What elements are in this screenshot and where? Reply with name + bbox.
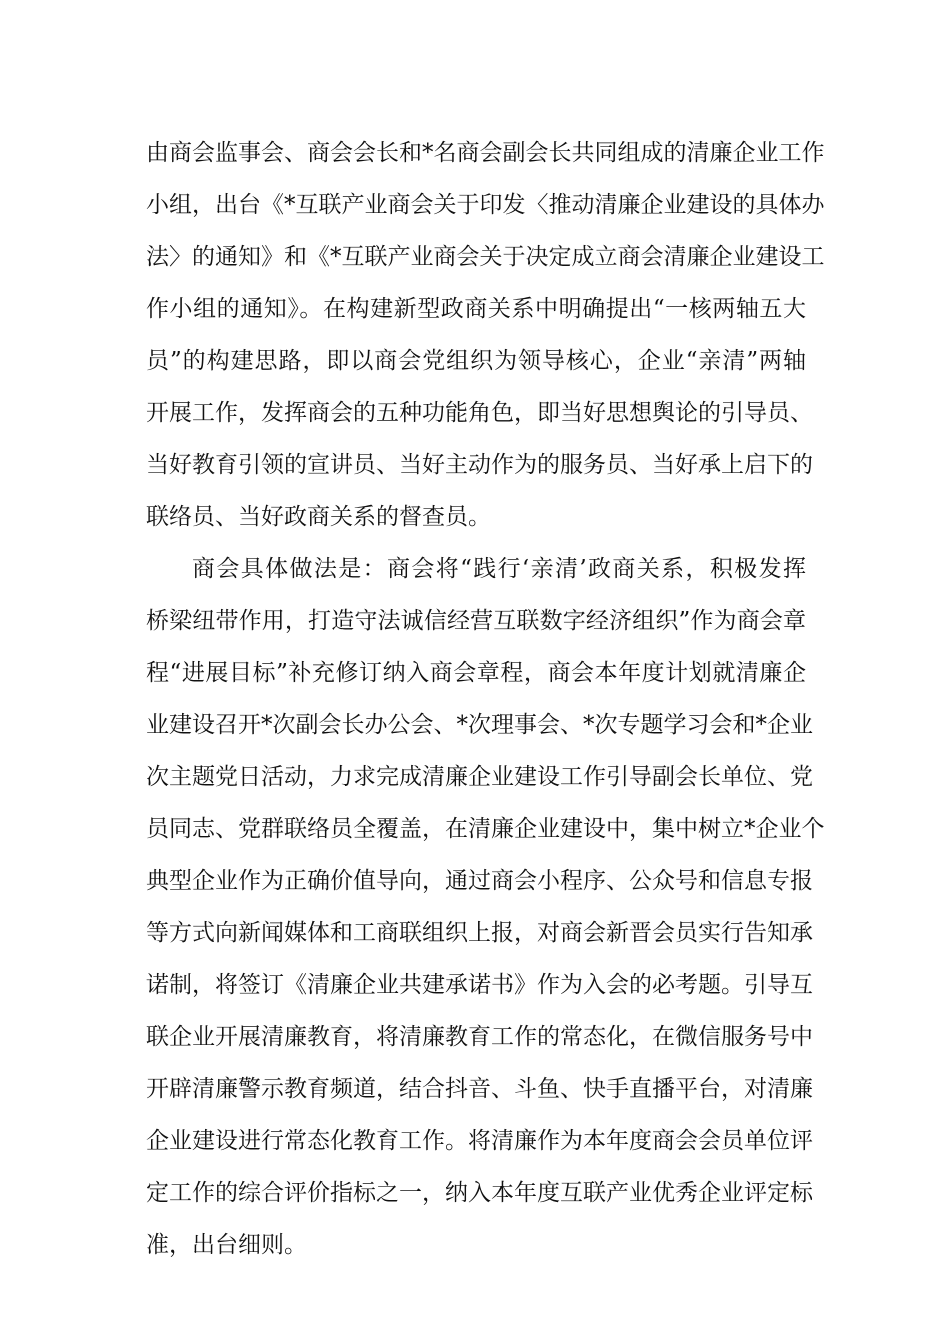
paragraph-1-line-1: 由商会监事会、商会会长和*名商会副会长共同组成的清廉企业工作 <box>146 140 825 166</box>
paragraph-2-line-12: 企业建设进行常态化教育工作。将清廉作为本年度商会会员单位评 <box>146 1128 813 1154</box>
paragraph-1-line-6: 开展工作，发挥商会的五种功能角色，即当好思想舆论的引导员、 <box>146 400 813 426</box>
paragraph-1-line-3: 法〉的通知》和《*互联产业商会关于决定成立商会清廉企业建设工 <box>146 244 825 270</box>
paragraph-2-line-14: 准，出台细则。 <box>146 1232 307 1258</box>
paragraph-1-line-8: 联络员、当好政商关系的督查员。 <box>146 504 491 530</box>
paragraph-2-line-3: 程“进展目标”补充修订纳入商会章程，商会本年度计划就清廉企 <box>146 660 806 686</box>
paragraph-2-line-10: 联企业开展清廉教育，将清廉教育工作的常态化，在微信服务号中 <box>146 1024 813 1050</box>
paragraph-2-line-11: 开辟清廉警示教育频道，结合抖音、斗鱼、快手直播平台，对清廉 <box>146 1076 813 1102</box>
paragraph-2-line-9: 诺制，将签订《清廉企业共建承诺书》作为入会的必考题。引导互 <box>146 972 813 998</box>
paragraph-2-line-7: 典型企业作为正确价值导向，通过商会小程序、公众号和信息专报 <box>146 868 813 894</box>
paragraph-2-line-2: 桥梁纽带作用，打造守法诚信经营互联数字经济组织”作为商会章 <box>146 608 806 634</box>
paragraph-1-line-4: 作小组的通知》。在构建新型政商关系中明确提出“一核两轴五大 <box>146 296 806 322</box>
paragraph-2-line-6: 员同志、党群联络员全覆盖，在清廉企业建设中，集中树立*企业个 <box>146 816 825 842</box>
paragraph-2-line-1: 商会具体做法是：商会将“践行‘亲清’政商关系，积极发挥 <box>192 556 806 582</box>
paragraph-1-line-5: 员”的构建思路，即以商会党组织为领导核心，企业“亲清”两轴 <box>146 348 806 374</box>
paragraph-2-line-5: 次主题党日活动，力求完成清廉企业建设工作引导副会长单位、党 <box>146 764 813 790</box>
paragraph-2-line-8: 等方式向新闻媒体和工商联组织上报，对商会新晋会员实行告知承 <box>146 920 813 946</box>
paragraph-2-line-4: 业建设召开*次副会长办公会、*次理事会、*次专题学习会和*企业 <box>146 712 813 738</box>
paragraph-1-line-2: 小组，出台《*互联产业商会关于印发〈推动清廉企业建设的具体办 <box>146 192 825 218</box>
paragraph-1-line-7: 当好教育引领的宣讲员、当好主动作为的服务员、当好承上启下的 <box>146 452 813 478</box>
paragraph-2-line-13: 定工作的综合评价指标之一，纳入本年度互联产业优秀企业评定标 <box>146 1180 813 1206</box>
